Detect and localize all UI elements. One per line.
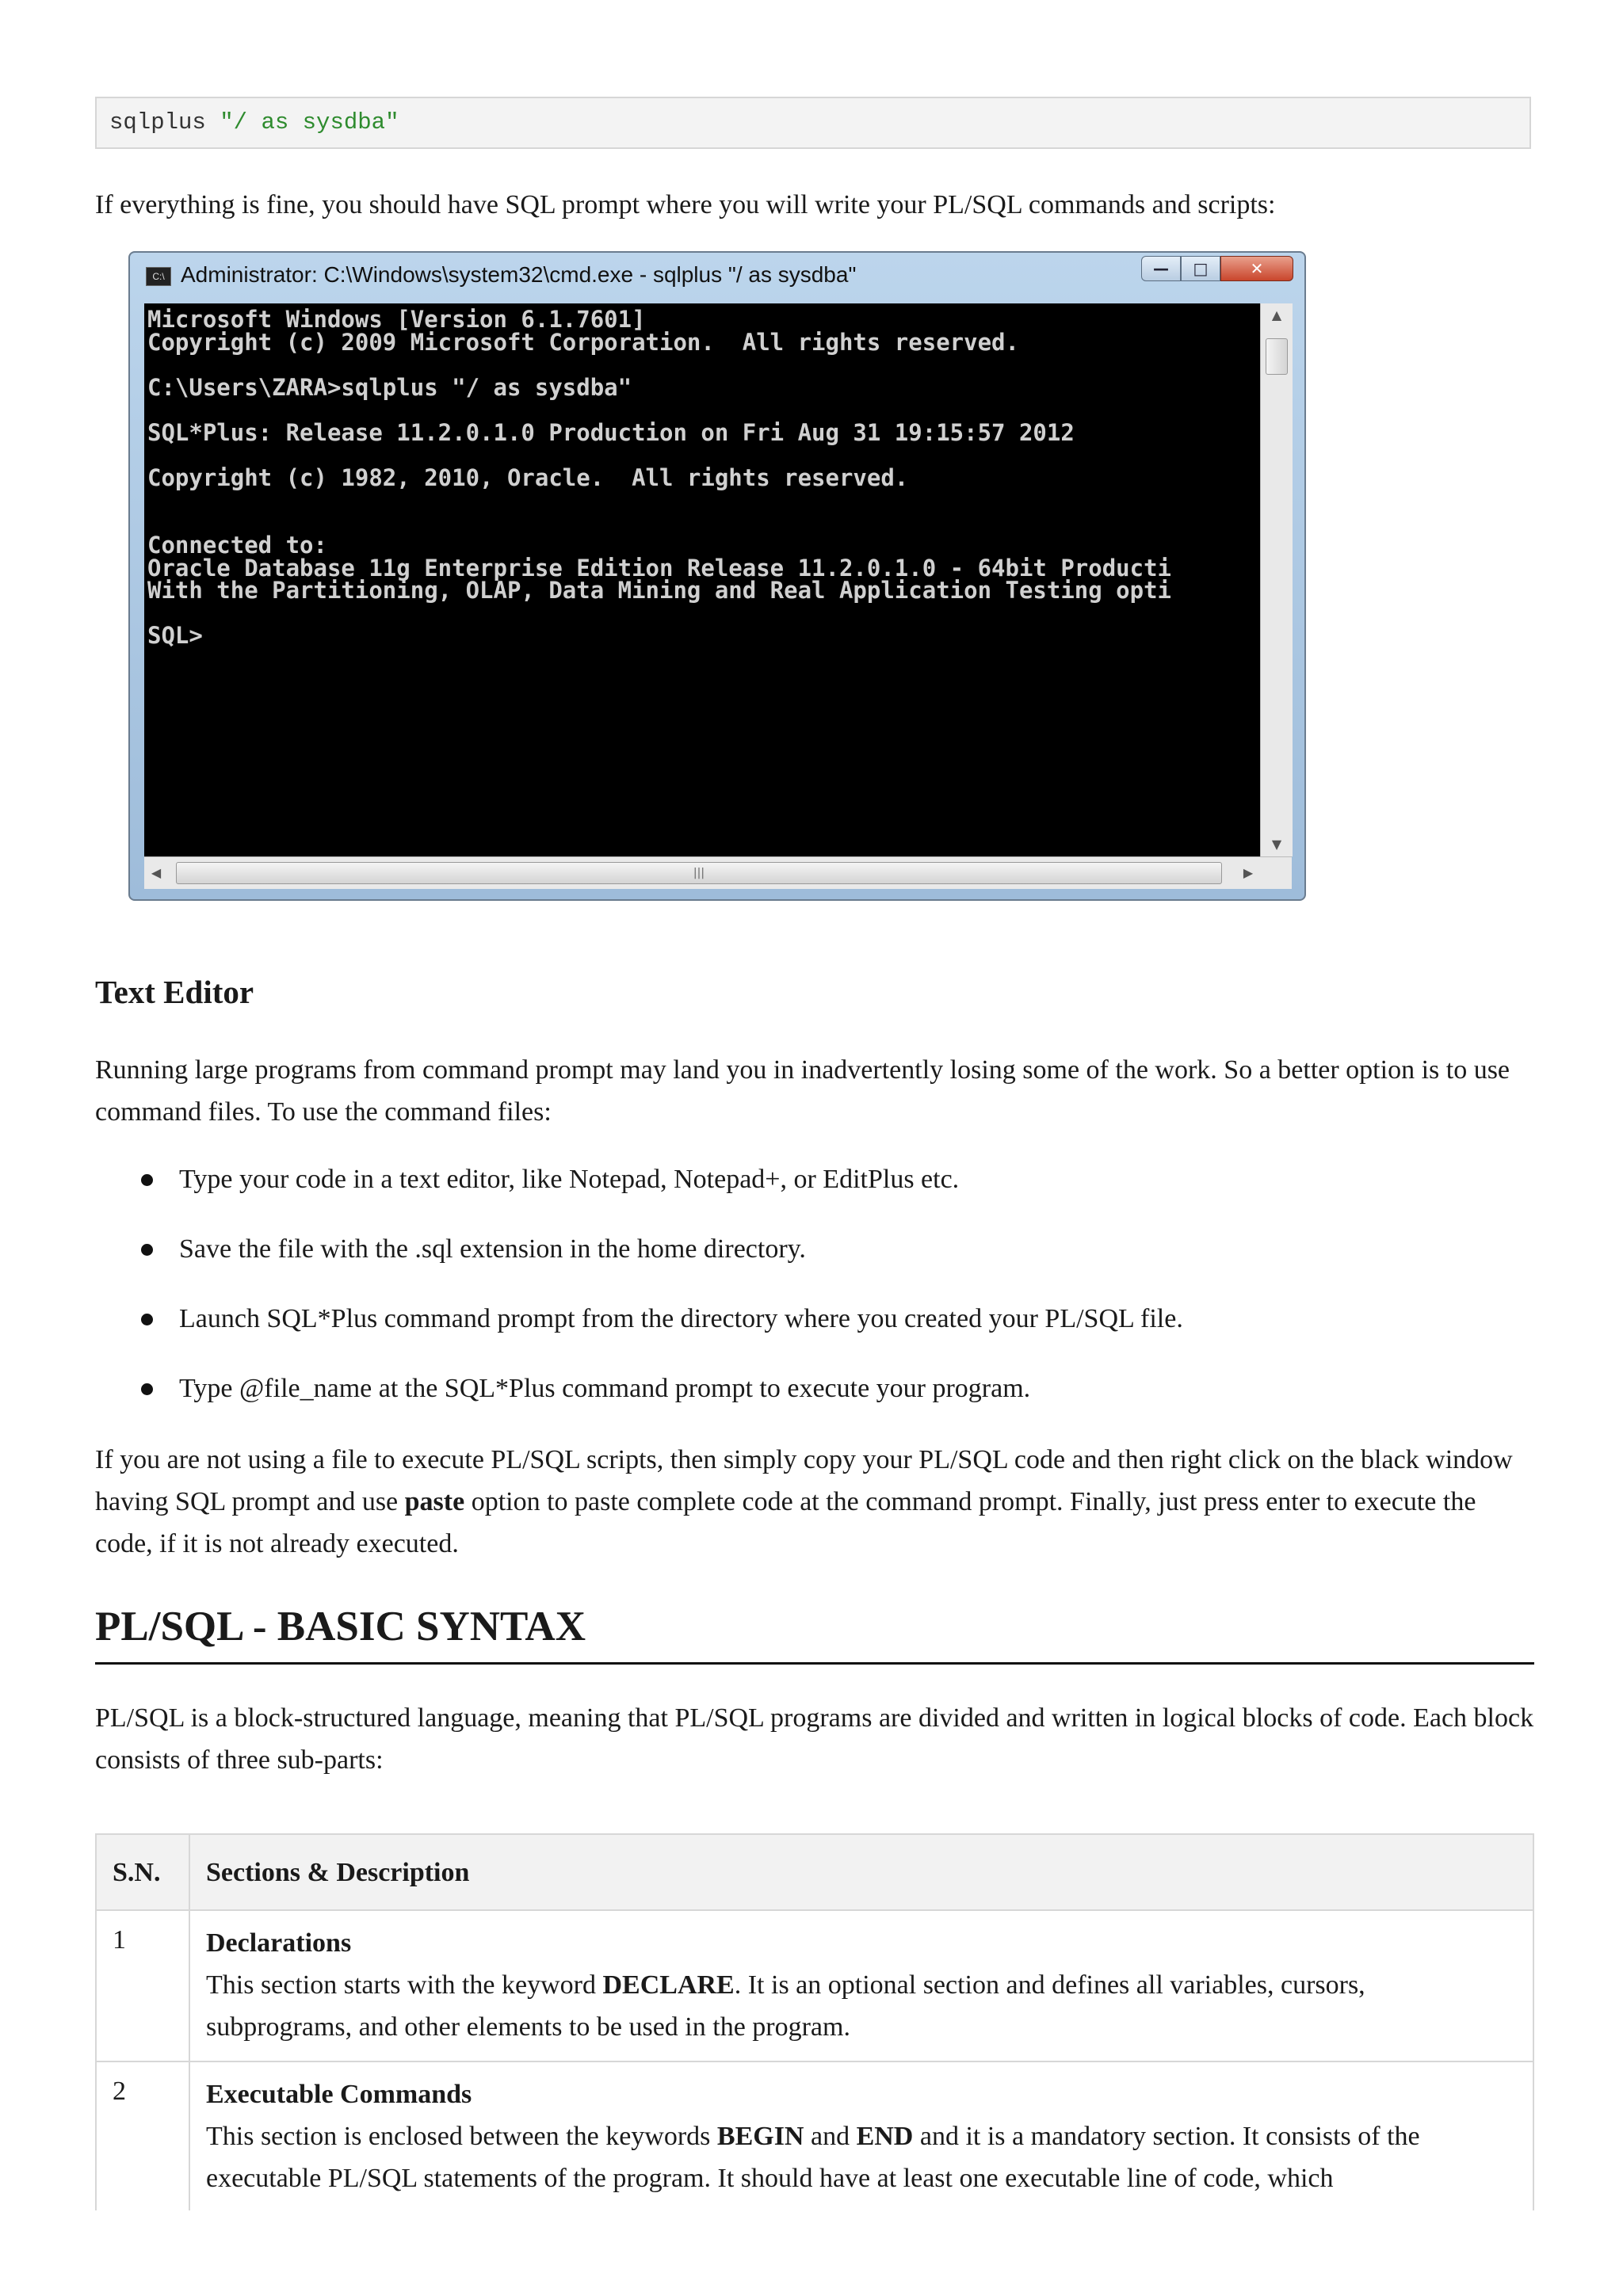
desc-text: and [804,2122,857,2151]
scroll-left-icon[interactable]: ◀ [151,865,162,880]
terminal-title-bar [146,259,1065,291]
text-editor-heading: Text Editor [95,974,254,1010]
row-number: 1 [96,1910,189,2061]
text-editor-intro: Running large programs from command prompt may land you in inadvertently losing some of the work. So a better option is to use command files. To use the command files: [95,1055,1510,1127]
vertical-scroll-thumb[interactable] [1266,338,1288,375]
maximize-icon[interactable]: □ [1181,256,1220,281]
step-text: Type your code in a text editor, like Notepad, Notepad+, or EditPlus etc. [179,1165,960,1194]
table-header-row [96,1834,1533,1910]
outro-text-b: option to paste complete code at the command prompt. Finally, just press enter to execute the code, if it is not already executed. [95,1487,1476,1558]
keyword: END [856,2122,914,2151]
cmd-icon: C:\ [146,267,171,286]
minimize-icon[interactable]: — [1141,256,1181,281]
header-description: Sections & Description [189,1834,1533,1910]
heading-rule [95,1662,1534,1665]
desc-text: This section is enclosed between the keywords [206,2122,717,2151]
horizontal-scrollbar[interactable] [144,856,1292,889]
window-controls [1141,256,1293,283]
bullet-icon [141,1174,153,1186]
terminal-text: Microsoft Windows [Version 6.1.7601] Copyright (c) 2009 Microsoft Corporation. All rights reserved. C:\Users\ZARA>sqlplus "/ as sysdba" SQL*Plus: Release 11.2.0.1.0 Production on Fri Aug 31 19:15:57 2012 Copyright (c) 1982, 2010, Oracle. All rights reserved. Connected to: Oracle Database 11g Enterprise Edition Release 11.2.0.1.0 - 64bit Producti With the Partitioning, OLAP, Data Mining and Real Application Testing opti SQL> [147,306,1172,649]
intro-paragraph: If everything is fine, you should have SQL prompt where you will write your PL/SQL commands and scripts: [95,190,1276,219]
list-item [95,1298,1522,1367]
step-text: Save the file with the .sql extension in the home directory. [179,1234,806,1264]
step-text: Launch SQL*Plus command prompt from the directory where you created your PL/SQL file. [179,1304,1183,1333]
scroll-up-icon[interactable]: ▲ [1271,307,1282,322]
section-title: Declarations [206,1928,352,1958]
outro-text-a: If you are not using a file to execute PL/SQL scripts, then simply copy your PL/SQL code and then right click on the black window having SQL prompt and use [95,1445,1513,1516]
steps-list [95,1158,1522,1437]
bullet-icon [141,1244,153,1256]
bullet-icon [141,1314,153,1325]
list-item [95,1228,1522,1298]
terminal-output[interactable] [144,303,1260,877]
scroll-right-icon[interactable]: ▶ [1243,865,1254,880]
outro-bold: paste [404,1487,465,1516]
terminal-title: Administrator: C:\Windows\system32\cmd.exe - sqlplus "/ as sysdba" [181,262,857,287]
row-number: 2 [96,2061,189,2213]
code-string: "/ as sysdba" [220,109,399,135]
list-item [95,1158,1522,1228]
step-text: Type @file_name at the SQL*Plus command prompt to execute your program. [179,1374,1031,1403]
row-description [189,1910,1533,2061]
page-bottom-margin [0,2210,1623,2296]
row-description [189,2061,1533,2213]
desc-text: This section starts with the keyword [206,1970,603,2000]
keyword: DECLARE [602,1970,735,2000]
header-sn: S.N. [96,1834,189,1910]
text-editor-outro [95,1439,1537,1565]
basic-syntax-heading: PL/SQL - BASIC SYNTAX [95,1604,586,1650]
desc-text: and it is a mandatory section. It consists of the executable PL/SQL statements of the program. It should have at least one executable line of code, which [206,2122,1420,2193]
vertical-scrollbar[interactable] [1260,303,1293,856]
terminal-window [128,251,1306,901]
code-block [95,97,1531,149]
table-row [96,2061,1533,2213]
sections-table [95,1833,1534,2214]
horizontal-scroll-thumb[interactable]: ||| [176,862,1222,884]
desc-text: . It is an optional section and defines all variables, cursors, subprograms, and other elements to be used in the program. [206,1970,1365,2042]
basic-syntax-intro: PL/SQL is a block-structured language, meaning that PL/SQL programs are divided and written in logical blocks of code. Each block consists of three sub-parts: [95,1703,1534,1775]
section-description [206,1964,1517,2048]
section-description [206,2115,1517,2199]
keyword: BEGIN [716,2122,804,2151]
section-title: Executable Commands [206,2080,472,2109]
scroll-down-icon[interactable]: ▼ [1271,837,1282,852]
bullet-icon [141,1383,153,1395]
code-command: sqlplus [109,109,206,135]
close-icon[interactable]: ✕ [1220,256,1293,281]
list-item [95,1367,1522,1437]
table-row [96,1910,1533,2061]
